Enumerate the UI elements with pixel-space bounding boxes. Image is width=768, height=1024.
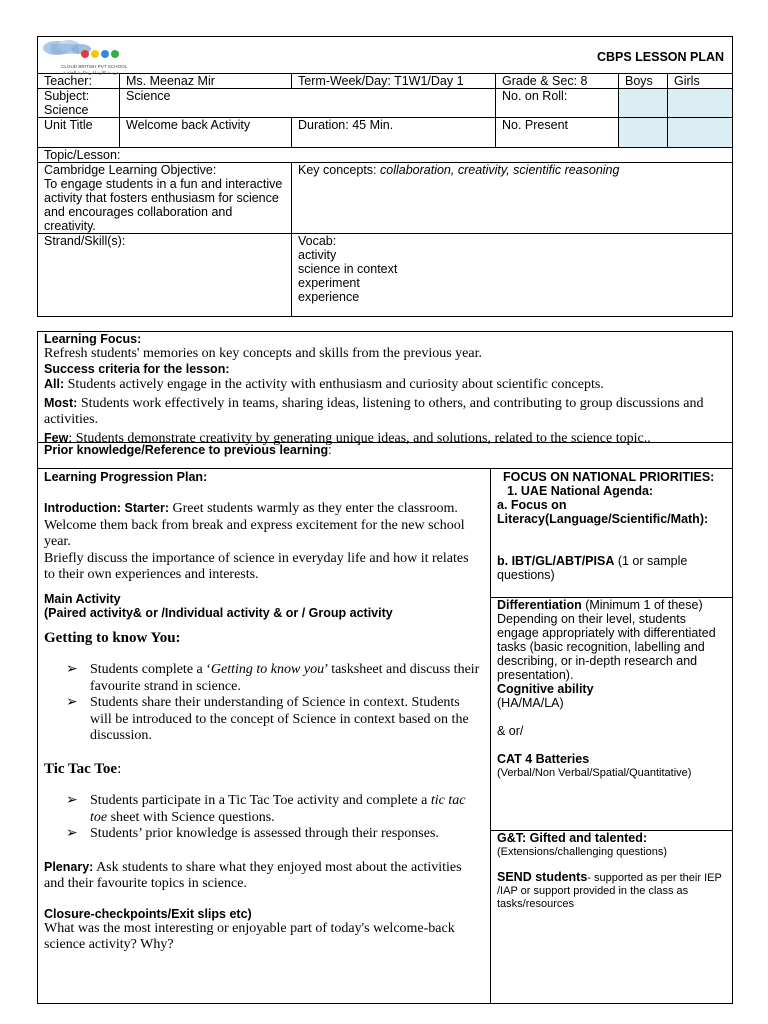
item-italic: Getting to know you (210, 662, 325, 677)
lesson-info-table (37, 36, 733, 317)
objective-label: Cambridge Learning Objective: (44, 163, 217, 177)
logo-caption: CLOUD BRITISH PVT SCHOOL (61, 64, 128, 69)
getting-list (44, 662, 480, 745)
key-concepts-value: collaboration, creativity, scientific reasoning (380, 163, 620, 177)
all-label: All: (44, 377, 65, 391)
criteria-most (44, 395, 724, 428)
objective-text: To engage students in a fun and interactive activity that fosters enthusiasm for science and encourages collaboration and creativity. (44, 177, 283, 233)
vocab-label: Vocab: (298, 234, 337, 248)
plenary-paragraph (44, 859, 480, 893)
item-text: ’ tasksheet and discuss their favourite strand in science. (90, 662, 480, 694)
tictactoe-colon: : (117, 760, 122, 777)
term-week-day: Term-Week/Day: T1W1/Day 1 (292, 74, 496, 89)
list-item (44, 793, 480, 826)
differentiation-desc: (Minimum 1 of these) Depending on their level, students engage appropriately with differentiated tasks (basic recognition, labelling and describing, or in-depth research and presentation). (497, 598, 716, 682)
key-concepts-cell (292, 163, 733, 234)
uae-agenda: 1. UAE National Agenda: (507, 484, 654, 498)
all-text: Students actively engage in the activity with enthusiasm and curiosity about scientific concepts. (64, 377, 604, 392)
progression-plan (44, 470, 480, 954)
focus-literacy: a. Focus on Literacy(Language/Scientific/Math): (497, 498, 709, 526)
ibt-text: (1 or sample questions) (497, 554, 688, 582)
prior-colon: : (328, 443, 332, 457)
list-item (44, 826, 480, 843)
getting-heading: Getting to know You: (44, 629, 181, 646)
closure-label: Closure-checkpoints/Exit slips etc) (44, 906, 252, 921)
main-activity-types: (Paired activity& or /Individual activity & or / Group activity (44, 605, 393, 620)
divider (38, 468, 732, 469)
vocab-item: experiment (298, 276, 360, 290)
national-priorities (497, 470, 729, 582)
cat4-text: (Verbal/Non Verbal/Spatial/Quantitative) (497, 767, 692, 779)
gt-text: (Extensions/challenging questions) (497, 846, 667, 858)
priorities-heading: FOCUS ON NATIONAL PRIORITIES: (503, 470, 715, 484)
key-concepts-label: Key concepts: (298, 163, 380, 177)
duration: Duration: 45 Min. (292, 118, 496, 148)
send-text (497, 871, 727, 911)
item-text: sheet with Science questions. (107, 809, 275, 825)
unit-title-label: Unit Title (38, 118, 120, 148)
few-text: : Students demonstrate creativity by generating unique ideas, and solutions, related to the science topic.. (68, 431, 651, 446)
item-text: Students complete a ‘ (90, 662, 211, 677)
no-present: No. Present (496, 118, 619, 148)
learning-focus-text: Refresh students' memories on key concepts and skills from the previous year. (44, 346, 482, 361)
plenary-label: Plenary: (44, 859, 94, 874)
boys-roll-cell (619, 89, 668, 118)
vocab-item: experience (298, 290, 360, 304)
differentiation-block (497, 598, 727, 780)
gt-label: G&T: Gifted and talented: (497, 831, 647, 845)
teacher-label: Teacher: (38, 74, 120, 89)
ibt-label: b. IBT/GL/ABT/PISA (497, 554, 615, 568)
strand-label: Strand/Skill(s): (38, 234, 292, 317)
criteria-all (44, 376, 724, 393)
list-item (44, 662, 480, 695)
lesson-body (37, 331, 733, 1004)
differentiation-text (497, 598, 727, 682)
arrow-bullet-icon: ➢ (66, 793, 78, 808)
closure-text: What was the most interesting or enjoyable part of today's welcome-back science activity? Why? (44, 920, 455, 952)
ibt-line (497, 554, 729, 582)
arrow-bullet-icon: ➢ (66, 662, 78, 677)
vocab-item: science in context (298, 262, 398, 276)
objective-cell (38, 163, 292, 234)
cat4-label: CAT 4 Batteries (497, 752, 590, 766)
cognitive-label: Cognitive ability (497, 682, 594, 696)
item-italic: tic tac toe (90, 793, 466, 825)
plan-heading: Learning Progression Plan: (44, 470, 208, 484)
gt-send-block (497, 831, 727, 911)
school-logo (41, 38, 145, 75)
subject-value: Science (120, 89, 496, 118)
subject-label-cell (38, 89, 120, 118)
page-title: CBPS LESSON PLAN (596, 50, 725, 64)
send-label: SEND students (497, 870, 588, 884)
prior-label: Prior knowledge/Reference to previous learning (44, 443, 329, 457)
tictactoe-title: Tic Tac Toe (44, 760, 118, 777)
column-divider (490, 468, 491, 1003)
tictactoe-heading (44, 761, 480, 778)
differentiation-label: Differentiation (497, 598, 582, 612)
girls-present-cell (668, 118, 733, 148)
send-desc: - supported as per their IEP /IAP or support provided in the class as tasks/resources (497, 872, 722, 910)
list-item (44, 695, 480, 745)
item-text: Students participate in a Tic Tac Toe activity and complete a (90, 793, 431, 808)
intro-text: Greet students warmly as they enter the classroom. Welcome them back from break and express excitement for the new school year. (44, 501, 465, 549)
intro-text-2: Briefly discuss the importance of science in everyday life and how it relates to their own experiences and interests. (44, 550, 469, 582)
success-criteria-label: Success criteria for the lesson: (44, 362, 230, 376)
vocab-item: activity (298, 248, 337, 262)
most-label: Most: (44, 396, 78, 410)
teacher-name: Ms. Meenaz Mir (120, 74, 292, 89)
few-label: Few (44, 431, 69, 445)
main-activity-label: Main Activity (44, 591, 121, 606)
no-on-roll: No. on Roll: (496, 89, 619, 118)
unit-title-value: Welcome back Activity (120, 118, 292, 148)
item-text: Students’ prior knowledge is assessed through their responses. (90, 826, 439, 841)
cognitive-text: (HA/MA/LA) (497, 696, 564, 710)
topic-lesson: Topic/Lesson: (38, 148, 733, 163)
girls-label: Girls (668, 74, 733, 89)
boys-label: Boys (619, 74, 668, 89)
vocab-cell (292, 234, 733, 317)
logo-caption-arabic: مدرسة كلاود البريطانية الخاصة (63, 70, 121, 75)
boys-present-cell (619, 118, 668, 148)
header-cell (38, 37, 733, 74)
arrow-bullet-icon: ➢ (66, 695, 78, 710)
tictactoe-list (44, 793, 480, 843)
intro-label: Introduction: Starter: (44, 501, 169, 515)
subject-value-left: Science (44, 103, 89, 117)
plenary-text: Ask students to share what they enjoyed most about the activities and their favourite topics in science. (44, 859, 462, 891)
item-text: Students share their understanding of Science in context. Students will be introduced to the concept of Science in context based on the discussion. (90, 695, 469, 743)
most-text: Students work effectively in teams, sharing ideas, listening to others, and contributing to group discussions and activities. (44, 396, 704, 427)
learning-focus-block (44, 332, 724, 447)
grade-sec: Grade & Sec: 8 (496, 74, 619, 89)
learning-focus-label: Learning Focus: (44, 332, 142, 346)
prior-knowledge (44, 443, 332, 457)
and-or: & or/ (497, 724, 524, 738)
intro-paragraph (44, 500, 480, 551)
arrow-bullet-icon: ➢ (66, 826, 78, 841)
girls-roll-cell (668, 89, 733, 118)
subject-label: Subject: (44, 89, 90, 103)
